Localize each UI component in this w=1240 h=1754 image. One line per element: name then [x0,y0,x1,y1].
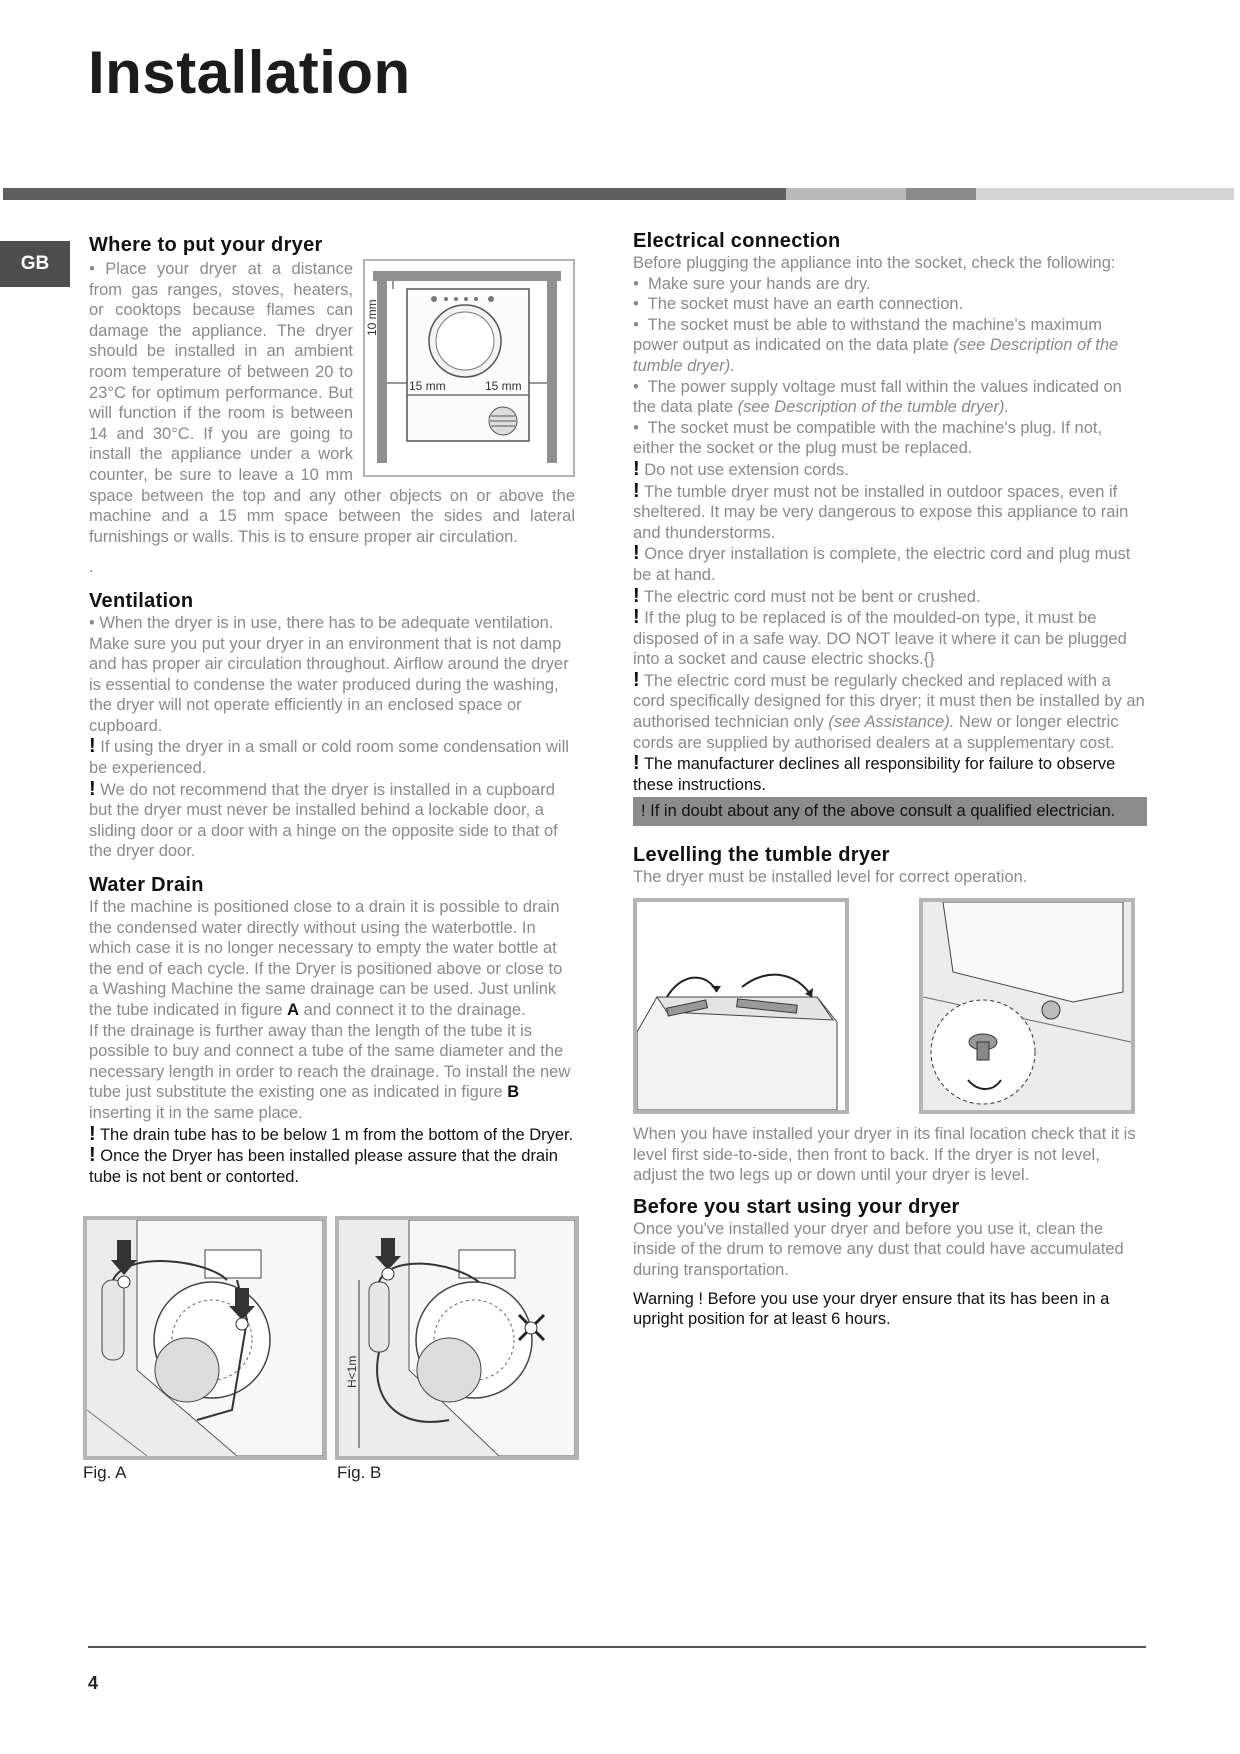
electrician-notice: ! If in doubt about any of the above consult a qualified electrician. [633,797,1147,826]
where-body: • Place your dryer at a distance from gas ranges, stoves, heaters, or cooktops because flames can damage the appliance. The dryer should be installed in an ambient room temperature of between 20 to 23°C for optimum performance. But will function if the room is between 14 and 30°C. If you are going to install the appliance under a work counter, be sure to leave a 10 mm space between the top and any other objects on or above the machine and a 15 mm space between the sides and lateral furnishings or walls. This is to ensure proper air circulation. [89,260,575,546]
electrical-bullet-5: • The socket must be compatible with the machine's plug. If not, either the socket or the plug must be replaced. [633,418,1103,458]
water-drain-note1: ! The drain tube has to be below 1 m from the bottom of the Dryer. [89,1122,574,1145]
language-tab: GB [0,241,70,287]
water-drain-p2: If the drainage is further away than the length of the tube it is possible to buy and connect a tube of the same diameter and the necessary length in order to reach the drainage. To install the new tube just substitute the existing one as indicated in figure B inserting it in the same place. [89,1021,571,1122]
electrical-warning-2: ! The tumble dryer must not be installed in outdoor spaces, even if sheltered. It may be very dangerous to expose this appliance to rain and thunderstorms. [633,479,1129,542]
ventilation-heading: Ventilation [89,589,194,612]
electrical-warning-3: ! Once dryer installation is complete, the electric cord and plug must be at hand. [633,542,1131,584]
height-limit-label: H<1m [345,1355,359,1388]
figure-b [335,1216,579,1460]
electrical-bullet-3: • The socket must be able to withstand the machine's maximum power output as indicated on the data plate (see Description of the tumble dryer). [633,315,1119,375]
left-column [89,234,575,1187]
water-drain-note2: ! Once the Dryer has been installed please assure that the drain tube is not bent or contorted. [89,1144,558,1186]
electrical-warning-6: ! The electric cord must be regularly checked and replaced with a cord specifically designed for this dryer; it must then be installed by an authorised technician only (see Assistance). New or longer electric cords are supplied by authorised dealers at a supplementary cost. [633,668,1145,752]
levelling-figures [633,898,1147,1120]
drain-tube-diagram-b [339,1220,575,1456]
right-column [633,230,1147,1330]
clearance-figure [363,259,575,477]
footer-rule [88,1646,1146,1648]
header-bar-pale [976,188,1234,200]
warning-mark: ! [89,777,96,800]
right-gap-label: 15 mm [485,379,522,393]
header-bar-light [786,188,906,200]
levelling-heading: Levelling the tumble dryer [633,844,890,867]
levelling-figure-top [633,898,849,1114]
electrical-bullet-4: • The power supply voltage must fall within the values indicated on the data plate (see Description of the tumble dryer). [633,377,1122,417]
ventilation-p2: ! If using the dryer in a small or cold room some condensation will be experienced. [89,735,569,778]
electrical-heading: Electrical connection [633,230,841,252]
levelling-figure-feet [919,898,1135,1114]
electrical-bullet-2: • The socket must have an earth connection. [633,295,964,314]
figure-a-label: Fig. A [83,1463,127,1482]
dryer-clearance-diagram [363,259,575,477]
where-section [89,259,575,578]
where-trailing: . [89,558,94,577]
electrical-warning-5: ! If the plug to be replaced is of the moulded-on type, it must be disposed of in a safe way. DO NOT leave it where it can be plugged into a socket and cause electric shocks.{} [633,606,1127,669]
left-gap-label: 15 mm [409,379,446,393]
page-number: 4 [88,1673,99,1693]
where-heading: Where to put your dryer [89,234,323,256]
before-warning: Warning ! Before you use your dryer ensure that its has been in a upright position for at least 6 hours. [633,1289,1110,1329]
levelling-feet-diagram [923,902,1131,1110]
levelling-body: When you have installed your dryer in its final location check that it is level first side-to-side, then front to back. If the dryer is not level, adjust the two legs up or down until your dryer is level. [633,1125,1136,1185]
levelling-intro: The dryer must be installed level for correct operation. [633,868,1028,887]
water-drain-p1: If the machine is positioned close to a drain it is possible to drain the condensed water directly without using the waterbottle. In which case it is no longer necessary to empty the water bottle at the end of each cycle. If the Dryer is positioned above or close to a Washing Machine the same drainage can be used. Just unlink the tube indicated in figure A and connect it to the drainage. [89,898,563,1019]
page-title: Installation [88,39,411,106]
electrical-warning-1: ! Do not use extension cords. [633,457,849,480]
header-bar-mid [906,188,976,200]
electrical-warning-7: ! The manufacturer declines all responsibility for failure to observe these instructions. [633,752,1116,794]
electrical-bullet-1: • Make sure your hands are dry. [633,274,871,293]
levelling-top-diagram [637,902,845,1110]
water-drain-heading: Water Drain [89,874,204,897]
electrical-warning-4: ! The electric cord must not be bent or crushed. [633,584,981,607]
before-heading: Before you start using your dryer [633,1195,960,1218]
warning-mark: ! [89,735,96,758]
ventilation-p3: ! We do not recommend that the dryer is installed in a cupboard but the dryer must never be installed behind a lockable door, a sliding door or a door with a hinge on the opposite side to that of the dryer door. [89,777,558,861]
before-body: Once you've installed your dryer and before you use it, clean the inside of the drum to remove any dust that could have accumulated during transportation. [633,1219,1124,1279]
top-gap-label: 10 mm [365,299,379,336]
figure-b-label: Fig. B [337,1463,382,1482]
header-bar-dark [3,188,786,200]
drain-tube-diagram-a [87,1220,323,1456]
figure-a [83,1216,327,1460]
ventilation-p1: • When the dryer is in use, there has to be adequate ventilation. Make sure you put your dryer in an environment that is not damp and has proper air circulation throughout. Airflow around the dryer is essential to condense the water produced during the washing, the dryer will not operate efficiently in an enclosed space or cupboard. [89,613,569,735]
electrical-intro: Before plugging the appliance into the socket, check the following: [633,254,1116,272]
